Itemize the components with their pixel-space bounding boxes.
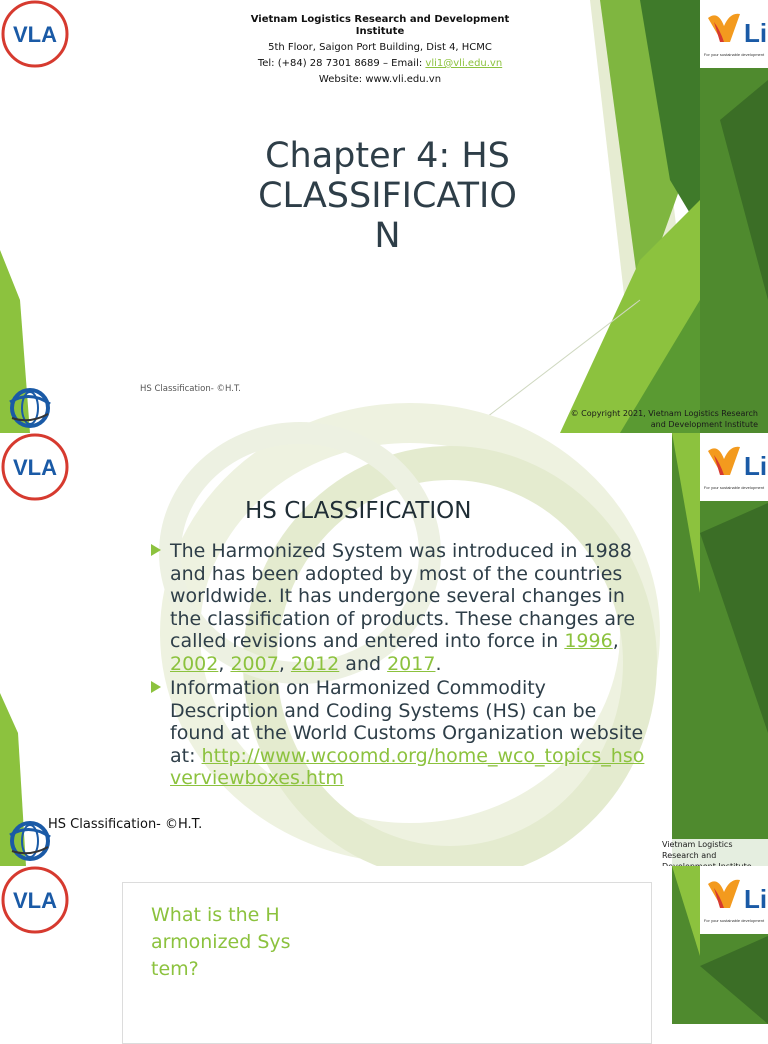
bullet-item-1 — [148, 540, 648, 675]
vli-logo-icon — [700, 433, 768, 501]
year-link-2002[interactable]: 2002 — [170, 652, 219, 675]
vla-logo-icon — [0, 866, 72, 934]
vli-logo-text: Li — [744, 18, 768, 48]
vli-logo — [700, 866, 768, 934]
slide-2-copyright: Vietnam Logistics Research and — [662, 839, 768, 872]
bullet-item-2 — [148, 677, 648, 790]
vli-logo-icon — [700, 0, 768, 68]
year-link-2017[interactable]: 2017 — [387, 652, 436, 675]
vli-tagline: For your sustainable development — [703, 918, 765, 923]
year-link-2007[interactable]: 2007 — [230, 652, 279, 675]
slide-3 — [0, 866, 768, 1024]
institute-name: Vietnam Logistics Research and Development Institute — [250, 14, 510, 37]
period: . — [435, 652, 442, 675]
vli-logo-text: Li — [744, 451, 768, 481]
slide-2-footer: HS Classification- ©H.T. — [48, 817, 203, 832]
year-link-1996[interactable]: 1996 — [564, 630, 613, 652]
vla-logo-text: VLA — [13, 888, 57, 913]
vli-logo — [700, 433, 768, 501]
separator: and — [339, 652, 388, 675]
vli-tagline: For your sustainable development — [703, 485, 765, 490]
separator: , — [278, 652, 291, 675]
bullet-1-text: The Harmonized System was introduced in 1988 and has been adopted by most of the countries worldwide. It has undergone several changes in the classification of products. These changes are called revisions and entered into force in — [170, 540, 636, 652]
institute-website: Website: www.vli.edu.vn — [318, 74, 442, 85]
slide-1-footer: HS Classification- ©H.T. — [140, 384, 241, 394]
slide-1-title: Chapter 4: HS CLASSIFICATION — [258, 136, 517, 256]
customs-logo-icon — [4, 384, 56, 430]
vla-logo-icon — [0, 0, 72, 68]
bullet-list — [148, 540, 648, 792]
vla-logo-icon — [0, 433, 72, 501]
vla-logo-text: VLA — [13, 455, 57, 480]
vla-logo — [0, 866, 72, 934]
bullet-arrow-icon — [151, 681, 161, 693]
bullet-2-text: Information on Harmonized Commodity Description and Coding Systems (HS) can be found at the World Customs Organization website at: — [170, 677, 644, 767]
wco-website-link[interactable]: http://www.wcoomd.org/home_wco_topics_hsoverviewboxes.htm — [170, 744, 645, 789]
vli-logo — [700, 0, 768, 68]
tel-text: Tel: (+84) 28 7301 8689 – Email: — [257, 58, 426, 69]
vli-logo-icon — [700, 866, 768, 934]
slide-3-title: What is the Harmonized System? — [151, 904, 291, 980]
customs-logo — [4, 384, 56, 430]
slide-1 — [0, 0, 768, 433]
institute-address: 5th Floor, Saigon Port Building, Dist 4, HCMC — [268, 42, 492, 53]
slide-2-title: HS CLASSIFICATION — [245, 498, 472, 524]
email-link[interactable]: vli1@vli.edu.vn — [425, 58, 503, 69]
separator: , — [218, 652, 231, 675]
bullet-arrow-icon — [151, 544, 161, 556]
vli-logo-text: Li — [744, 884, 768, 914]
slide-2 — [0, 433, 768, 866]
separator: , — [612, 630, 619, 652]
institute-contact — [230, 56, 530, 72]
slide-1-copyright: © Copyright 2021, Vietnam Logistics Research and Development Institute — [570, 409, 758, 429]
vli-tagline: For your sustainable development — [703, 52, 765, 57]
year-link-2012[interactable]: 2012 — [290, 652, 340, 675]
institute-info — [230, 14, 530, 88]
vla-logo-text: VLA — [13, 22, 57, 47]
vla-logo — [0, 0, 72, 68]
vla-logo — [0, 433, 72, 501]
